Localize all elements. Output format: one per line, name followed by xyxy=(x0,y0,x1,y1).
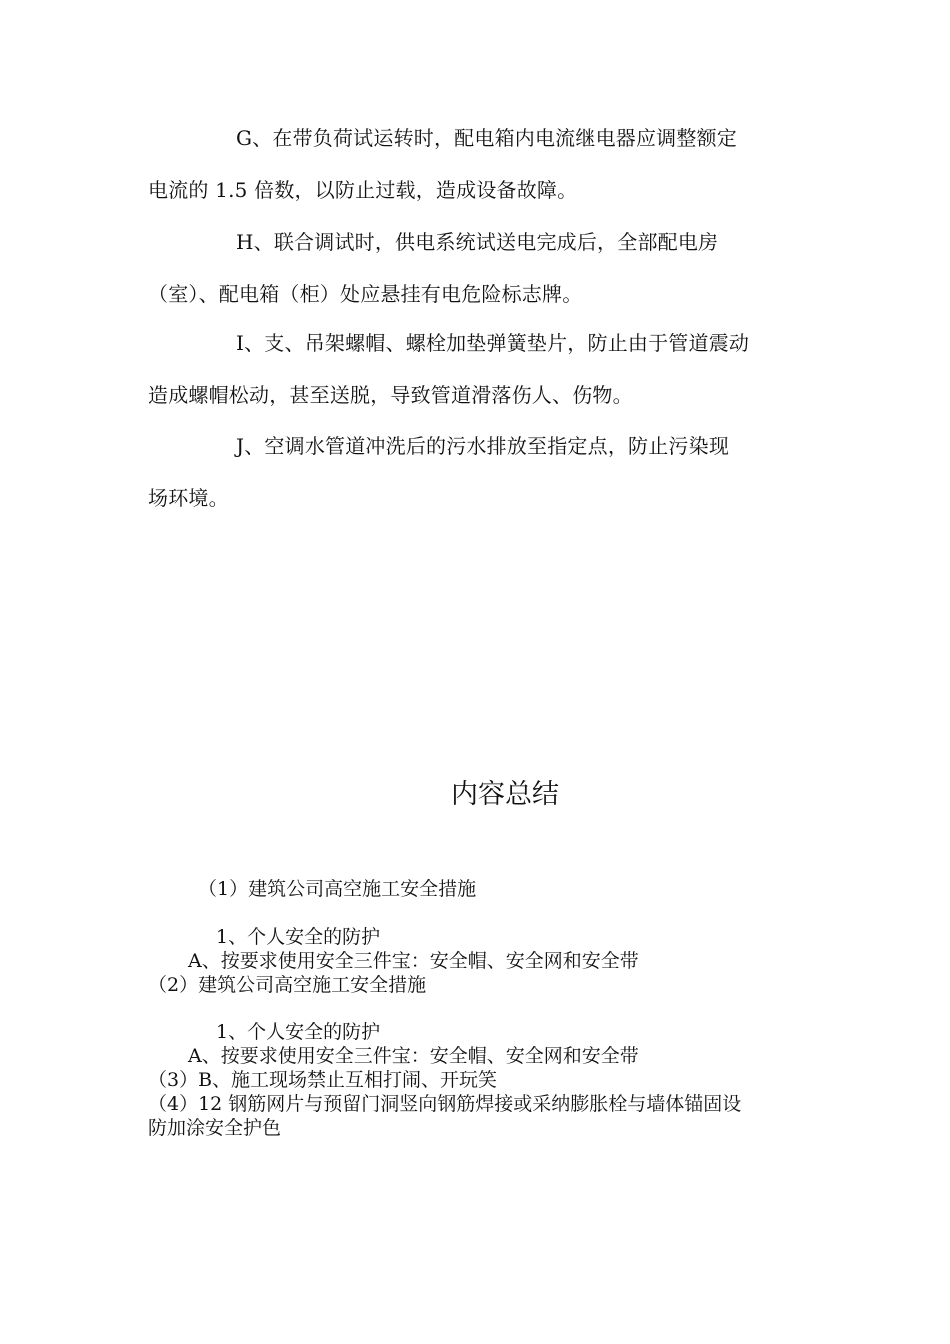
paragraph-h-line-2: （室）、配电箱（柜）处应悬挂有电危险标志牌。 xyxy=(148,282,583,306)
summary-line: 1、个人安全的防护 xyxy=(216,1021,381,1043)
paragraph-g-line-2: 电流的 1.5 倍数，以防止过载，造成设备故障。 xyxy=(148,178,578,202)
summary-line: （2）建筑公司高空施工安全措施 xyxy=(148,974,427,996)
summary-line: A、按要求使用安全三件宝：安全帽、安全网和安全带 xyxy=(188,950,639,972)
paragraph-j-line-2: 场环境。 xyxy=(148,486,229,510)
paragraph-h-line-1: H、联合调试时，供电系统试送电完成后，全部配电房 xyxy=(236,230,719,254)
summary-line: 防加涂安全护色 xyxy=(148,1117,282,1139)
summary-line: 1、个人安全的防护 xyxy=(216,926,381,948)
summary-title: 内容总结 xyxy=(451,779,559,810)
summary-line: （1）建筑公司高空施工安全措施 xyxy=(198,878,477,900)
paragraph-i-line-1: I、支、吊架螺帽、螺栓加垫弹簧垫片，防止由于管道震动 xyxy=(236,331,750,355)
paragraph-g-line-1: G、在带负荷试运转时，配电箱内电流继电器应调整额定 xyxy=(236,126,737,150)
paragraph-j-line-1: J、空调水管道冲洗后的污水排放至指定点，防止污染现 xyxy=(236,434,730,458)
paragraph-i-line-2: 造成螺帽松动，甚至送脱，导致管道滑落伤人、伤物。 xyxy=(148,383,633,407)
summary-line: A、按要求使用安全三件宝：安全帽、安全网和安全带 xyxy=(188,1045,639,1067)
summary-line: （3）B、施工现场禁止互相打闹、开玩笑 xyxy=(148,1069,498,1091)
summary-line: （4）12 钢筋网片与预留门洞竖向钢筋焊接或采纳膨胀栓与墙体锚固设 xyxy=(148,1093,742,1115)
